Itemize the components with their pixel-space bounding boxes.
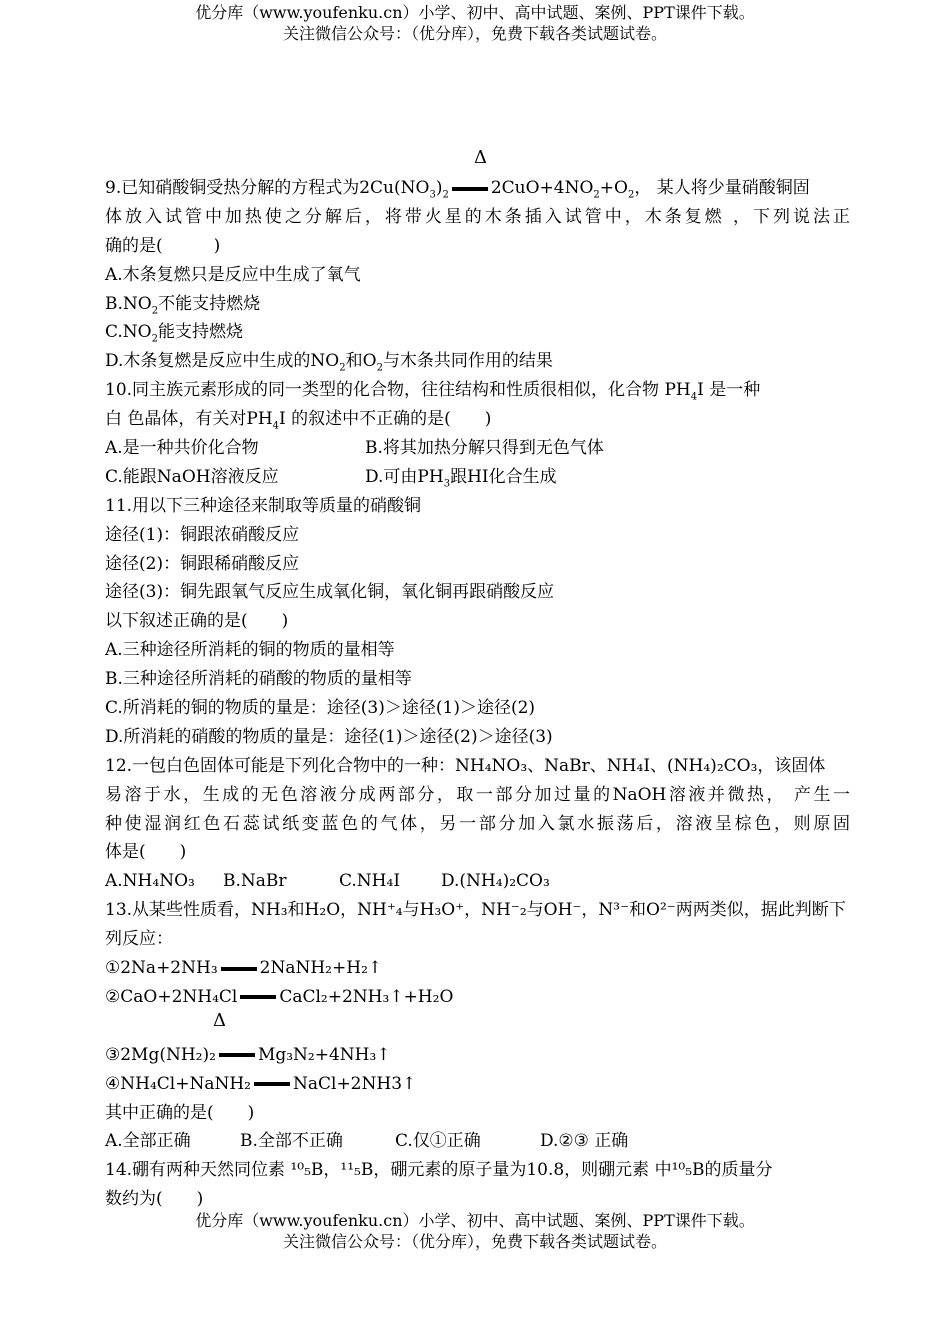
q12-option-b: B.NaBr <box>223 871 287 892</box>
q9-line-2: 体放入试管中加热使之分解后，将带火星的木条插入试管中，木条复燃 ，下列说法正 <box>105 206 850 227</box>
page-header <box>0 2 950 44</box>
q9-line-1: 9.已知硝酸铜受热分解的方程式为$2Cu(NO_3)_2$ $2CuO+4NO_2+O_2$， 某人将少量硝酸铜固 <box>105 178 810 201</box>
q14-line-2: 数约为( ) <box>105 1189 204 1210</box>
question-content <box>105 174 850 1214</box>
q13-option-a: A.全部正确 <box>105 1131 191 1152</box>
equals-bar <box>221 967 257 971</box>
q13-options <box>105 1127 850 1156</box>
heat-symbol: Δ <box>474 147 487 168</box>
heat-symbol: Δ <box>213 1010 226 1031</box>
q11-option-c: C.所消耗的铜的物质的量是：途径(3)＞途径(1)＞途径(2) <box>105 698 536 719</box>
q13-line-1: 13.从某些性质看，NH₃和H₂O，NH⁺₄与H₃O⁺，NH⁻₂与OH⁻，N³⁻和O²⁻两两类似，据此判断下 <box>105 900 846 921</box>
q13-option-b: B.全部不正确 <box>240 1131 343 1152</box>
q12-option-a: A.NH₄NO₃ <box>105 871 195 892</box>
q13-option-d: D.②③ 正确 <box>540 1131 629 1152</box>
page-footer <box>0 1210 950 1252</box>
equals-bar <box>219 1053 255 1057</box>
q10-line-2: 白 色晶体，有关对$PH_4I$ 的叙述中不正确的是( ) <box>105 409 492 432</box>
q9-option-b: $B.NO_2$不能支持燃烧 <box>105 293 261 316</box>
q12-option-d: D.(NH₄)₂CO₃ <box>441 871 550 892</box>
q13-reaction-3: ③2Mg(NH₂)₂ Mg₃N₂+4NH₃↑ <box>105 1044 391 1065</box>
q13-option-c: C.仅①正确 <box>395 1131 481 1152</box>
q9-option-d: D.木条复燃是反应中生成的$NO_2$和$O_2$与木条共同作用的结果 <box>105 351 553 374</box>
q12-options <box>105 867 850 896</box>
q10-option-a: A.是一种共价化合物 <box>105 438 259 459</box>
q10-option-b: B.将其加热分解只得到无色气体 <box>365 438 604 459</box>
q14-line-1: 14.硼有两种天然同位素 ¹⁰₅B，¹¹₅B，硼元素的原子量为10.8，则硼元素 中¹⁰₅B的质量分 <box>105 1160 773 1181</box>
q13-reaction-2: ②CaO+2NH₄Cl CaCl₂+2NH₃↑+H₂O <box>105 986 454 1007</box>
equals-bar <box>240 995 276 999</box>
q12-line-1: 12.一包白色固体可能是下列化合物中的一种：NH₄NO₃、NaBr、NH₄I、(NH₄)₂CO₃，该固体 <box>105 755 826 776</box>
q10-option-d: D.可由$PH_3$跟HI化合生成 <box>365 466 557 490</box>
q13-reaction-4: ④NH₄Cl+NaNH₂ NaCl+2NH3↑ <box>105 1073 417 1094</box>
q9-option-c: $C.NO_2$能支持燃烧 <box>105 322 243 345</box>
q12-line-4: 体是( ) <box>105 842 187 863</box>
q12-line-3: 种使湿润红色石蕊试纸变蓝色的气体，另一部分加入氯水振荡后，溶液呈棕色，则原固 <box>105 813 850 834</box>
q13-line-2: 列反应： <box>105 929 173 950</box>
header-line-2: 关注微信公众号：（优分库），免费下载各类试题试卷。 <box>282 24 667 43</box>
equals-bar <box>452 187 488 191</box>
q12-option-c: C.NH₄I <box>339 871 401 892</box>
q10-line-1: 10.同主族元素形成的同一类型的化合物，往往结构和性质很相似，化合物 $PH_4I$ 是一种 <box>105 380 761 403</box>
q11-route-2: 途径(2)：铜跟稀硝酸反应 <box>105 553 300 574</box>
q11-stem: 11.用以下三种途径来制取等质量的硝酸铜 <box>105 495 422 516</box>
equals-bar <box>254 1082 290 1086</box>
q12-line-2: 易溶于水，生成的无色溶液分成两部分，取一部分加过量的NaOH溶液并微热， 产生一 <box>105 784 850 805</box>
footer-line-2: 关注微信公众号：（优分库），免费下载各类试题试卷。 <box>282 1232 667 1251</box>
q13-ask: 其中正确的是( ) <box>105 1102 255 1123</box>
q9-line-3: 确的是( ) <box>105 235 221 256</box>
footer-line-1: 优分库（www.youfenku.cn）小学、初中、高中试题、案例、PPT课件下载。 <box>195 1211 755 1230</box>
q11-route-3: 途径(3)：铜先跟氧气反应生成氧化铜，氧化铜再跟硝酸反应 <box>105 582 555 603</box>
q13-reaction-1: ①2Na+2NH₃ 2NaNH₂+H₂↑ <box>105 958 383 979</box>
q11-route-1: 途径(1)：铜跟浓硝酸反应 <box>105 524 300 545</box>
q10-options-cd <box>105 463 850 492</box>
q9-option-a: A.木条复燃只是反应中生成了氧气 <box>105 264 361 285</box>
q11-option-a: A.三种途径所消耗的铜的物质的量相等 <box>105 640 395 661</box>
q10-option-c: C.能跟NaOH溶液反应 <box>105 466 279 487</box>
q11-ask: 以下叙述正确的是( ) <box>105 611 289 632</box>
q11-option-b: B.三种途径所消耗的硝酸的物质的量相等 <box>105 669 412 690</box>
header-line-1: 优分库（www.youfenku.cn）小学、初中、高中试题、案例、PPT课件下载。 <box>195 3 755 22</box>
q10-options-ab <box>105 434 850 463</box>
q11-option-d: D.所消耗的硝酸的物质的量是：途径(1)＞途径(2)＞途径(3) <box>105 726 553 747</box>
